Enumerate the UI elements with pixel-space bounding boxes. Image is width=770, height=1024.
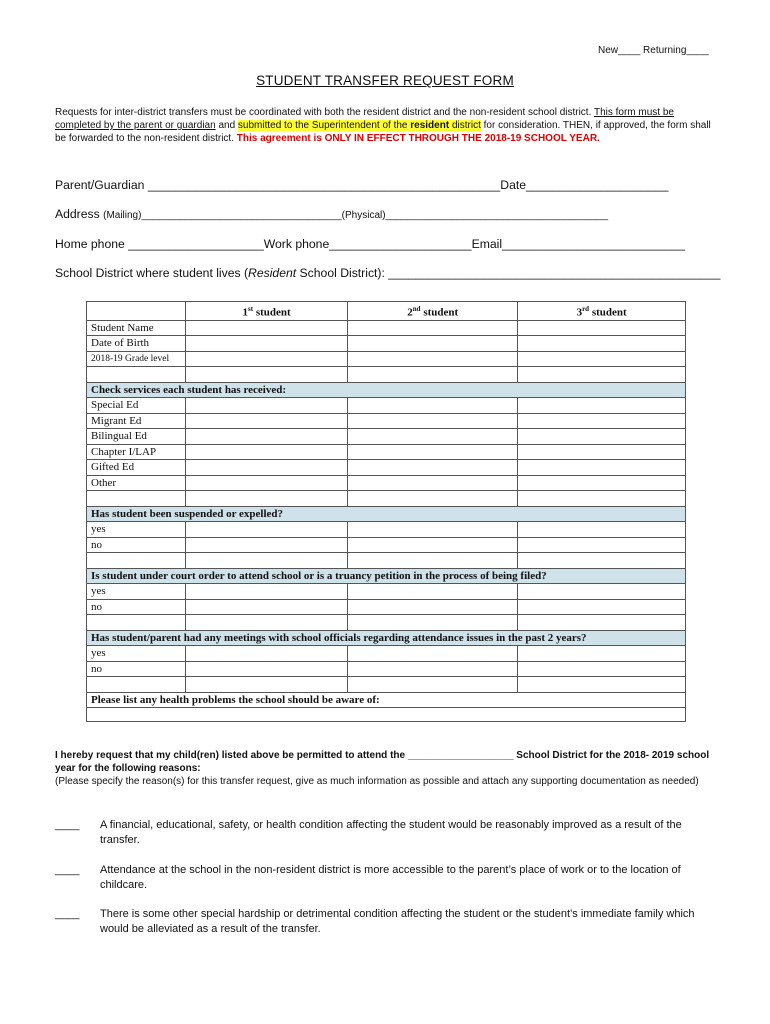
health-header-row: Please list any health problems the school should be aware of: xyxy=(87,692,686,708)
intro-paragraph: Requests for inter-district transfers must be coordinated with both the resident district and the non-resident school district. This form must be completed by the parent or guardian and submitted to the Superintendent of the resident district for consideration. THEN, if approved, the form shall be forwarded to the non-resident district. This agreement is ONLY IN EFFECT THROUGH THE 2018-19 SCHOOL YEAR. xyxy=(55,107,711,145)
col-2nd-student: 2nd student xyxy=(348,302,518,321)
health-answer-row xyxy=(87,708,686,722)
request-statement: I hereby request that my child(ren) listed above be permitted to attend the ___________________ School District for the 2018- 2019 school year for the following reasons: (Please specify the reason(s) for this transfer request, give as much information as possible and attach any supporting documentation as needed) xyxy=(55,750,710,787)
table-row: no xyxy=(87,661,686,677)
table-row xyxy=(87,553,686,569)
services-header-row: Check services each student has received: xyxy=(87,382,686,398)
table-row: yes xyxy=(87,584,686,600)
table-row: Chapter I/LAP xyxy=(87,444,686,460)
table-row: Migrant Ed xyxy=(87,413,686,429)
new-returning: New____ Returning____ xyxy=(598,45,709,56)
table-row: Bilingual Ed xyxy=(87,429,686,445)
table-row: Other xyxy=(87,475,686,491)
form-title: STUDENT TRANSFER REQUEST FORM xyxy=(256,73,514,88)
court-order-header-row: Is student under court order to attend school or is a truancy petition in the process of being filed? xyxy=(87,568,686,584)
suspended-header-row: Has student been suspended or expelled? xyxy=(87,506,686,522)
table-row xyxy=(87,615,686,631)
table-row: Special Ed xyxy=(87,398,686,414)
table-row: Student Name xyxy=(87,320,686,336)
table-row: Date of Birth xyxy=(87,336,686,352)
table-row: yes xyxy=(87,646,686,662)
resident-district-field[interactable]: School District where student lives (Resident School District): _________________________________________________ xyxy=(55,266,721,280)
table-row: 2018-19 Grade level xyxy=(87,351,686,367)
table-row xyxy=(87,491,686,507)
col-3rd-student: 3rd student xyxy=(518,302,686,321)
table-row xyxy=(87,677,686,693)
parent-guardian-field[interactable]: Parent/Guardian ____________________________________________________Date_____________________ xyxy=(55,178,669,192)
meetings-header-row: Has student/parent had any meetings with school officials regarding attendance issues in the past 2 years? xyxy=(87,630,686,646)
table-row: Gifted Ed xyxy=(87,460,686,476)
corner-cell xyxy=(87,302,186,321)
table-row: yes xyxy=(87,522,686,538)
table-row: no xyxy=(87,537,686,553)
phone-email-field[interactable]: Home phone ____________________Work phone_____________________Email___________________________ xyxy=(55,237,686,251)
table-row xyxy=(87,367,686,383)
col-1st-student: 1st student xyxy=(186,302,348,321)
address-field[interactable]: Address (Mailing)____________________________________(Physical)________________________________________ xyxy=(55,207,609,221)
table-row: no xyxy=(87,599,686,615)
student-info-table xyxy=(86,301,686,722)
